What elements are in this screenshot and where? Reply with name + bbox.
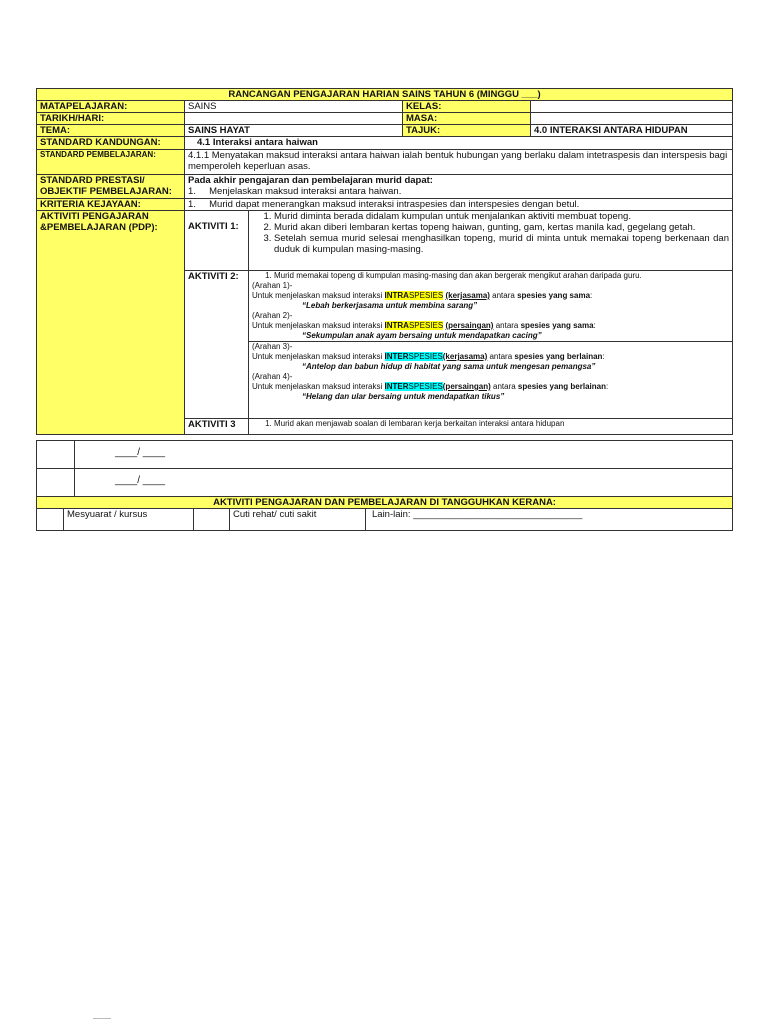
- masa-value: [531, 113, 733, 125]
- tajuk-label: TAJUK:: [403, 125, 531, 137]
- tarikh-value: [185, 113, 403, 125]
- standard-prestasi-label: [37, 175, 185, 199]
- arahan-relation: (kerjasama): [445, 291, 490, 300]
- matapelajaran-label: MATAPELAJARAN:: [37, 101, 185, 113]
- aktiviti-3-label: AKTIVITI 3: [185, 419, 249, 435]
- arahan-target: spesies yang sama: [520, 321, 594, 330]
- standard-prestasi-label-1: STANDARD PRESTASI/: [40, 175, 145, 186]
- arahan-target: spesies yang sama: [517, 291, 591, 300]
- list-item: 1. Murid akan menjawab soalan di lembaran kerja berkaitan interaksi antara hidupan: [274, 419, 729, 429]
- arahan-title: (Arahan 4)-: [252, 372, 293, 381]
- checkbox-cuti[interactable]: [194, 509, 230, 531]
- aktiviti-3-list: [252, 419, 729, 429]
- arahan-prefix: Untuk menjelaskan maksud interaksi: [252, 291, 385, 300]
- arahan-line: Untuk menjelaskan maksud interaksi INTRASPESIES (kerjasama) antara spesies yang sama:: [252, 291, 593, 300]
- arahan-quote: “Sekumpulan anak ayam bersaing untuk mendapatkan cacing”: [302, 331, 542, 340]
- aktiviti-pdp-label-1: AKTIVITI PENGAJARAN: [40, 211, 149, 222]
- arahan-3: [249, 341, 732, 372]
- lesson-plan-table: [36, 88, 733, 435]
- refleksi-line-1: ____/ ____: [75, 441, 733, 469]
- arahan-highlight-rest: SPESIES: [408, 352, 443, 361]
- kelas-label: KELAS:: [403, 101, 531, 113]
- standard-pembelajaran-value: 4.1.1 Menyatakan maksud interaksi antara haiwan ialah bentuk hubungan yang berlaku dalam intetraspesis dan interspesis bagi memperoleh keperluan asas.: [185, 150, 733, 175]
- ditangguhkan-table: [36, 496, 733, 531]
- list-item: 1. Murid diminta berada didalam kumpulan untuk menjalankan aktiviti membuat topeng.: [274, 211, 729, 222]
- matapelajaran-value: SAINS: [185, 101, 403, 113]
- arahan-target: spesies yang berlainan: [514, 352, 603, 361]
- ditangguhkan-title: AKTIVITI PENGAJARAN DAN PEMBELAJARAN DI TANGGUHKAN KERANA:: [37, 497, 733, 509]
- arahan-prefix: Untuk menjelaskan maksud interaksi: [252, 382, 385, 391]
- arahan-title: (Arahan 3)-: [252, 342, 293, 351]
- tema-label: TEMA:: [37, 125, 185, 137]
- kriteria-value: 1. Murid dapat menerangkan maksud interaksi intraspesies dan interspesies dengan betul.: [185, 199, 733, 211]
- list-item: 3. Setelah semua murid selesai menghasilkan topeng, murid di minta untuk memakai topeng berkenaan dan duduk di kumpulan masing-masing.: [274, 233, 729, 255]
- aktiviti-1-list: [252, 211, 729, 255]
- refleksi-line-2: ____/ ____: [75, 469, 733, 497]
- arahan-prefix: Untuk menjelaskan maksud interaksi: [252, 321, 385, 330]
- refleksi-blank: [37, 469, 75, 497]
- standard-prestasi-item: 1. Menjelaskan maksud interaksi antara haiwan.: [188, 186, 402, 197]
- arahan-highlight-rest: SPESIES: [408, 382, 443, 391]
- arahan-relation: (persaingan): [442, 382, 491, 391]
- arahan-mid: antara: [493, 321, 521, 330]
- refleksi-table: [36, 440, 733, 497]
- arahan-highlight-rest: SPESIES: [408, 291, 444, 300]
- arahan-highlight: INTRA: [384, 291, 409, 300]
- arahan-relation: (kerjasama): [442, 352, 488, 361]
- arahan-line: Untuk menjelaskan maksud interaksi INTRASPESIES (persaingan) antara spesies yang sama:: [252, 321, 596, 330]
- arahan-highlight: INTER: [384, 382, 409, 391]
- page-mark: [93, 1018, 111, 1019]
- aktiviti-2-label: AKTIVITI 2:: [185, 271, 249, 419]
- arahan-prefix: Untuk menjelaskan maksud interaksi: [252, 352, 385, 361]
- aktiviti-2-content: [249, 271, 733, 419]
- arahan-mid: antara: [487, 352, 515, 361]
- option-mesyuarat: Mesyuarat / kursus: [64, 509, 194, 531]
- standard-prestasi-value: [185, 175, 733, 199]
- masa-label: MASA:: [403, 113, 531, 125]
- arahan-line: Untuk menjelaskan maksud interaksi INTERSPESIES(kerjasama) antara spesies yang berlainan:: [252, 352, 605, 361]
- tarikh-label: TARIKH/HARI:: [37, 113, 185, 125]
- aktiviti-pdp-label: [37, 211, 185, 435]
- aktiviti-1-content: [249, 211, 733, 271]
- tema-value: SAINS HAYAT: [185, 125, 403, 137]
- standard-prestasi-lead: Pada akhir pengajaran dan pembelajaran murid dapat:: [188, 175, 433, 186]
- arahan-highlight-rest: SPESIES: [408, 321, 444, 330]
- tajuk-value: 4.0 INTERAKSI ANTARA HIDUPAN: [531, 125, 733, 137]
- arahan-title: (Arahan 2)-: [252, 311, 293, 320]
- arahan-quote: “Antelop dan babun hidup di habitat yang sama untuk mengesan pemangsa”: [302, 362, 596, 371]
- arahan-quote: “Helang dan ular bersaing untuk mendapatkan tikus”: [302, 392, 505, 401]
- arahan-mid: antara: [490, 382, 518, 391]
- kelas-value: [531, 101, 733, 113]
- aktiviti-1-label: AKTIVITI 1:: [185, 211, 249, 271]
- arahan-4: [252, 372, 729, 402]
- kriteria-label: KRITERIA KEJAYAAN:: [37, 199, 185, 211]
- list-item: 1. Murid memakai topeng di kumpulan masing-masing dan akan bergerak mengikut arahan daripada guru.: [274, 271, 729, 281]
- refleksi-blank: [37, 441, 75, 469]
- arahan-2: [252, 311, 729, 341]
- standard-prestasi-label-2: OBJEKTIF PEMBELAJARAN:: [40, 186, 172, 197]
- aktiviti-pdp-label-2: &PEMBELAJARAN (PDP):: [40, 222, 158, 233]
- arahan-relation: (persaingan): [445, 321, 494, 330]
- list-item: 2. Murid akan diberi lembaran kertas topeng haiwan, gunting, gam, kertas manila kad, gegelang getah.: [274, 222, 729, 233]
- arahan-line: Untuk menjelaskan maksud interaksi INTERSPESIES(persaingan) antara spesies yang berlainan:: [252, 382, 609, 391]
- checkbox-mesyuarat[interactable]: [37, 509, 64, 531]
- arahan-1: [252, 281, 729, 311]
- arahan-title: (Arahan 1)-: [252, 281, 293, 290]
- option-lain-lain: Lain-lain: ________________________________: [366, 509, 733, 531]
- aktiviti-2-list: [252, 271, 729, 281]
- aktiviti-3-content: [249, 419, 733, 435]
- page-title: RANCANGAN PENGAJARAN HARIAN SAINS TAHUN 6 (MINGGU ___): [37, 89, 733, 101]
- arahan-mid: antara: [489, 291, 518, 300]
- arahan-target: spesies yang berlainan: [517, 382, 606, 391]
- arahan-highlight: INTRA: [384, 321, 409, 330]
- arahan-highlight: INTER: [384, 352, 409, 361]
- option-cuti: Cuti rehat/ cuti sakit: [230, 509, 366, 531]
- standard-pembelajaran-label: STANDARD PEMBELAJARAN:: [37, 150, 185, 175]
- arahan-quote: “Lebah berkerjasama untuk membina sarang”: [302, 301, 478, 310]
- standard-kandungan-label: STANDARD KANDUNGAN:: [37, 137, 185, 150]
- standard-kandungan-value: 4.1 Interaksi antara haiwan: [185, 137, 733, 150]
